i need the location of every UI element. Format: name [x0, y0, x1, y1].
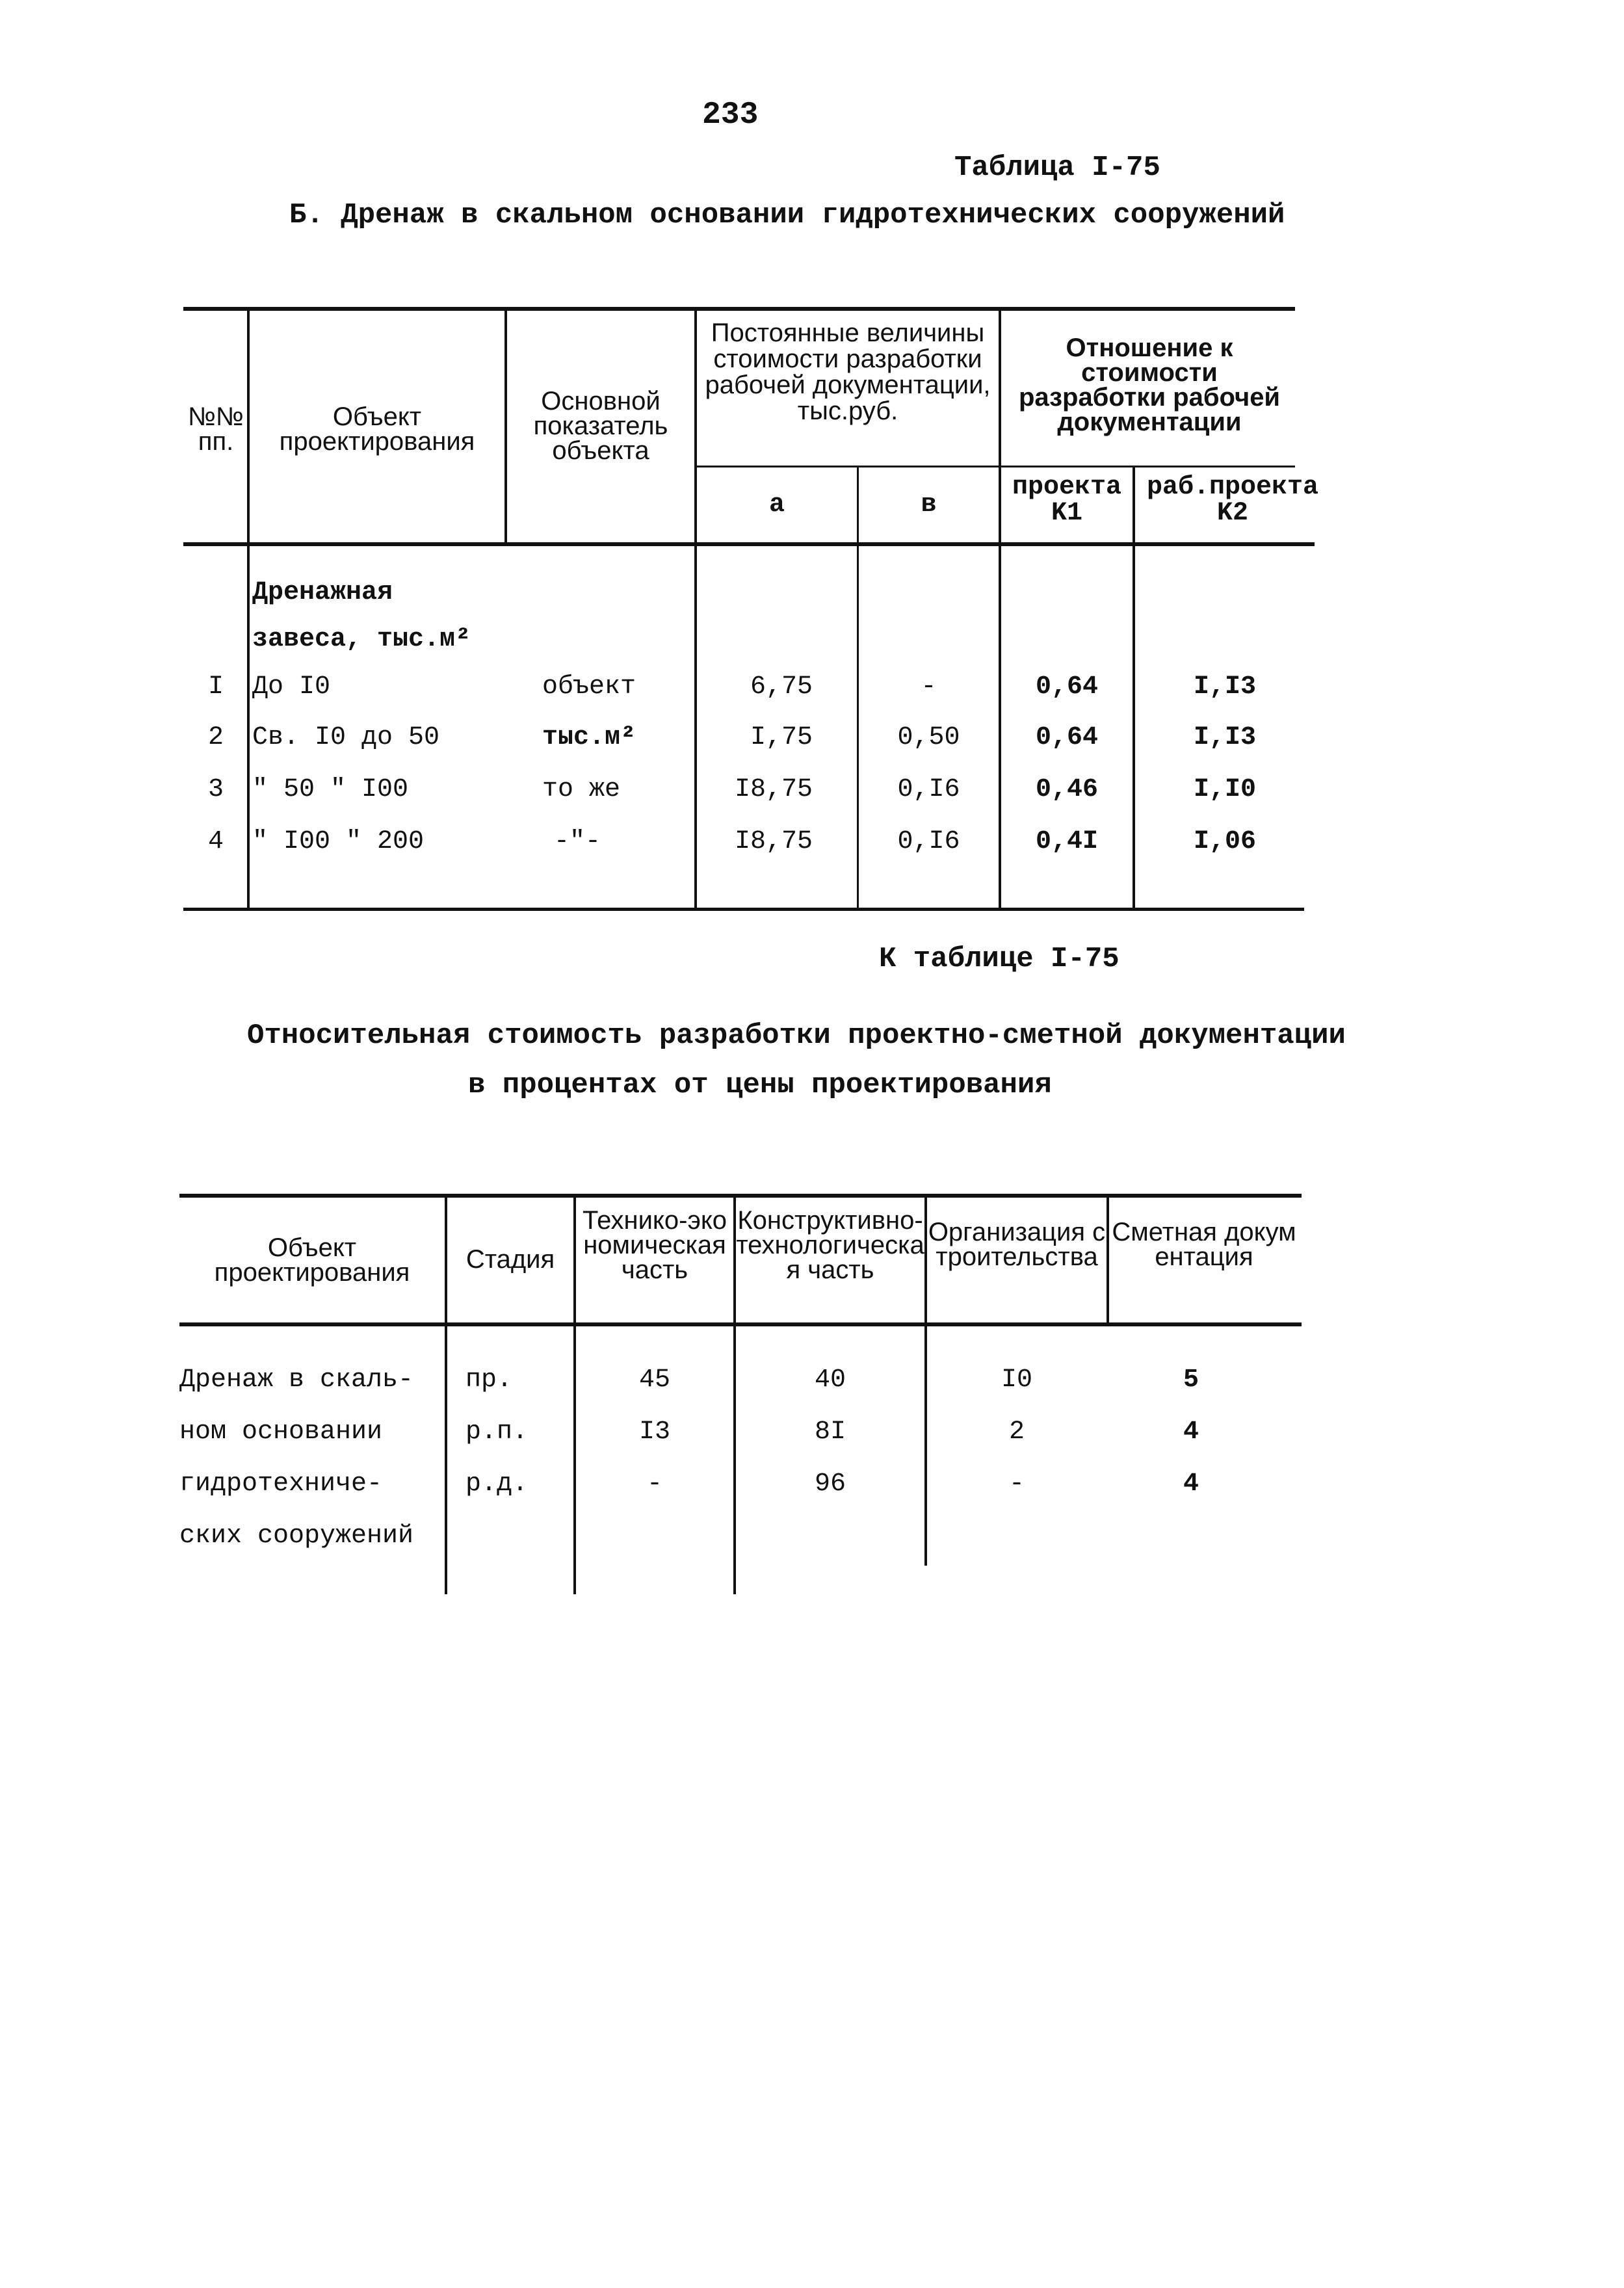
t2-header-tech: Технико-экономическая часть: [582, 1206, 727, 1284]
t2-object-line: ном основании: [179, 1417, 383, 1447]
row-k2: I,06: [1193, 827, 1256, 856]
t2-tech: I3: [638, 1417, 670, 1447]
table-2-header-bottom: [179, 1322, 1302, 1326]
table-1-top-border: [183, 307, 1295, 311]
t2-header-stage: Стадия: [465, 1245, 555, 1274]
row-object: " I00 " 200: [252, 827, 425, 856]
row-object: До I0: [252, 672, 331, 702]
t2-stage: пр.: [465, 1365, 513, 1395]
row-k1: 0,64: [1035, 672, 1098, 702]
header-object: Объект проектирования: [279, 402, 475, 456]
row-indicator: -"-: [554, 827, 601, 856]
row-b: -: [921, 672, 937, 702]
t2-tech: -: [646, 1469, 662, 1499]
reference-label: К таблице I-75: [879, 943, 1120, 975]
row-k1: 0,46: [1035, 775, 1098, 804]
row-a: I8,75: [734, 775, 813, 804]
t2-stage: р.д.: [465, 1469, 529, 1499]
row-k1: 0,64: [1035, 723, 1098, 752]
t2-tech: 45: [638, 1365, 670, 1395]
header-indicator: Основной показатель объекта: [533, 387, 668, 465]
t2-constr: 40: [814, 1365, 846, 1395]
t2-org: -: [1008, 1469, 1025, 1499]
table-1-col-divider: [694, 307, 697, 908]
t2-estimate: 4: [1183, 1469, 1199, 1499]
t2-constr: 96: [814, 1469, 846, 1499]
row-num: I: [207, 672, 224, 702]
t2-header-constr: Конструктивно-технологическая часть: [736, 1206, 924, 1284]
page-number: 233: [702, 98, 759, 133]
t2-stage: р.п.: [465, 1417, 529, 1447]
header-constant-values: Постоянные величины стоимости разработки рабочей документации, тыс.руб.: [705, 319, 991, 425]
table-2-title-line-1: Относительная стоимость разработки проектно-сметной документации: [247, 1019, 1346, 1052]
t2-header-org: Организация строительства: [928, 1218, 1106, 1271]
header-b: в: [921, 490, 937, 519]
row-num: 4: [207, 827, 224, 856]
row-k1: 0,4I: [1035, 827, 1098, 856]
t2-estimate: 4: [1183, 1417, 1199, 1447]
t2-object-line: ских сооружений: [179, 1521, 414, 1551]
row-indicator: объект: [542, 672, 636, 702]
table-1-col-divider: [999, 307, 1001, 908]
row-b: 0,50: [897, 723, 960, 752]
t2-object-line: гидротехниче-: [179, 1469, 383, 1499]
header-k2: раб.проекта K2: [1146, 473, 1319, 528]
table-1-subheader-line: [694, 466, 1295, 467]
row-k2: I,I3: [1193, 723, 1256, 752]
table-title: Б. Дренаж в скальном основании гидротехнических сооружений: [289, 199, 1285, 231]
row-num: 3: [207, 775, 224, 804]
row-indicator: то же: [542, 775, 621, 804]
row-num: 2: [207, 723, 224, 752]
table-2-top-border: [179, 1194, 1302, 1198]
header-num: №№ пп.: [188, 402, 244, 456]
row-indicator: тыс.м²: [542, 723, 636, 752]
t2-org: 2: [1008, 1417, 1025, 1447]
table-label: Таблица I-75: [954, 151, 1160, 184]
row-b: 0,I6: [897, 827, 960, 856]
row-k2: I,I0: [1193, 775, 1256, 804]
row-a: 6,75: [750, 672, 813, 702]
t2-org: I0: [1001, 1365, 1032, 1395]
table-1-bottom-border: [183, 908, 1304, 911]
group-label: Дренажная завеса, тыс.м²: [252, 578, 471, 654]
table-1-col-divider: [247, 307, 250, 908]
row-object: Св. I0 до 50: [252, 723, 440, 752]
t2-constr: 8I: [814, 1417, 846, 1447]
header-k1: проекта K1: [1012, 473, 1122, 528]
row-object: " 50 " I00: [252, 775, 409, 804]
t2-header-object: Объект проектирования: [214, 1233, 410, 1287]
table-2-title-line-2: в процентах от цены проектирования: [468, 1069, 1052, 1101]
table-1-header-bottom: [183, 542, 1315, 546]
row-a: I,75: [750, 723, 813, 752]
header-cost-ratio: Отношение к стоимости разработки рабочей документации: [1018, 334, 1281, 436]
t2-object-line: Дренаж в скаль-: [179, 1365, 414, 1395]
header-a: а: [768, 490, 785, 519]
row-a: I8,75: [734, 827, 813, 856]
row-b: 0,I6: [897, 775, 960, 804]
row-k2: I,I3: [1193, 672, 1256, 702]
t2-header-estimate: Сметная документация: [1112, 1218, 1296, 1271]
t2-estimate: 5: [1183, 1365, 1199, 1395]
